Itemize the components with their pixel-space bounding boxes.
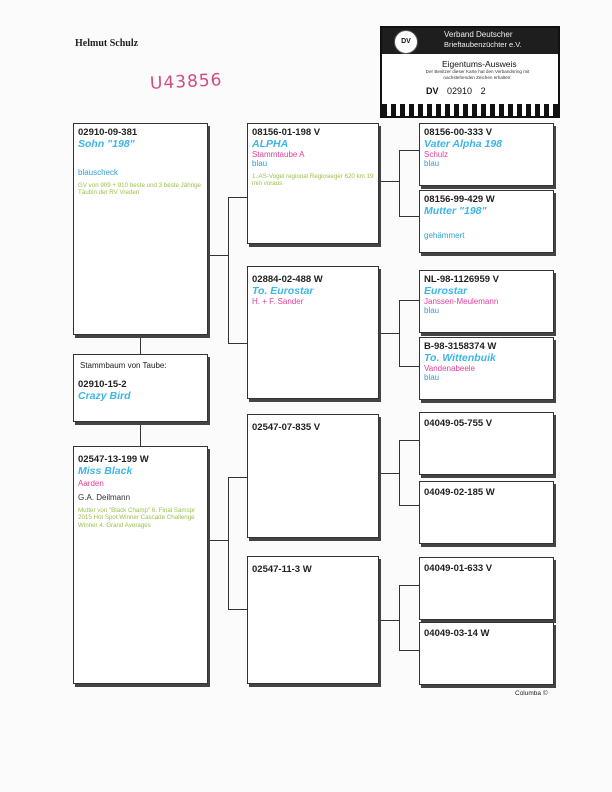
subject-color: blauscheck	[78, 168, 119, 177]
sire-dam-name: To. Eurostar	[252, 285, 314, 297]
gen3-box	[419, 622, 554, 685]
gen3-ring: 04049-02-185 W	[424, 487, 495, 498]
connector	[228, 477, 247, 478]
owner-name: Helmut Schulz	[75, 38, 139, 49]
connector	[208, 540, 228, 541]
gen3-name: Mutter "198"	[424, 205, 487, 217]
sire-sire-box	[247, 123, 379, 244]
ring-number: 02910	[447, 86, 473, 96]
connector	[228, 609, 247, 610]
gen3-ring: 08156-99-429 W	[424, 194, 495, 205]
gen3-ring: B-98-3158374 W	[424, 341, 497, 352]
connector	[228, 343, 247, 344]
sire-sire-notes: 1. AS-Vogel regional Regiosieger 620 km 19 min voraus	[252, 173, 374, 188]
connector	[228, 197, 229, 343]
gen3-box	[419, 412, 554, 475]
gen3-ring: 04049-03-14 W	[424, 628, 490, 639]
card-ornament-strip	[382, 104, 558, 116]
sire-sire-color: blau	[252, 159, 268, 168]
gen3-box	[419, 123, 554, 186]
connector	[399, 150, 400, 216]
dam-origin: Aarden	[78, 479, 104, 488]
connector	[399, 585, 400, 650]
connector	[379, 333, 399, 334]
subject-pigeon-box	[73, 123, 208, 335]
connector	[399, 440, 419, 441]
gen3-ring: 04049-01-633 V	[424, 563, 493, 574]
dam-notes: Mutter von "Black Champ" 6. Final Samspr 2015 Hot Spot Winner Cascade Challenge Winner 4. Grand Averages	[78, 507, 196, 529]
gen3-name: To. Wittenbuik	[424, 352, 496, 364]
federation-logo	[394, 30, 418, 54]
connector	[399, 366, 419, 367]
connector	[379, 620, 399, 621]
gen3-color: blau	[424, 159, 440, 168]
dam-sire-ring: 02547-07-835 V	[252, 422, 321, 433]
stammbaum-label: Stammbaum von Taube:	[80, 361, 167, 370]
gen3-color: gehämmert	[424, 231, 465, 240]
connector	[399, 650, 419, 651]
sire-dam-ring: 02884-02-488 W	[252, 274, 323, 285]
gen3-ring: 04049-05-755 V	[424, 418, 493, 429]
software-credit: Columba ©	[515, 690, 548, 697]
gen3-box	[419, 337, 554, 400]
sire-dam-breeder: H. + F. Sander	[252, 297, 304, 306]
gen3-color: blau	[424, 306, 440, 315]
gen3-breeder: Schulz	[424, 150, 449, 159]
connector	[399, 150, 419, 151]
ownership-card	[380, 26, 560, 118]
gen3-name: Vater Alpha 198	[424, 138, 503, 150]
gen3-box	[419, 270, 554, 333]
connector	[399, 300, 419, 301]
dam-name: Miss Black	[78, 465, 133, 477]
handwritten-number: U43856	[149, 70, 224, 94]
card-title: Eigentums-Ausweis	[442, 59, 517, 69]
dam-dam-ring: 02547-11-3 W	[252, 564, 312, 575]
connector	[140, 335, 141, 354]
connector	[399, 216, 419, 217]
dam-breeder: G.A. Deilmann	[78, 493, 131, 502]
connector	[208, 255, 228, 256]
ring-prefix: DV	[426, 86, 439, 96]
org-line-1: Verband Deutscher	[444, 30, 513, 39]
subject-ring: 02910-09-381	[78, 127, 138, 138]
card-subtitle: Der Besitzer dieser Karte hat den Verbandsring mit nachstehenden Zeichen erhalten:	[425, 69, 530, 80]
ring-year: 2	[480, 86, 486, 96]
dam-pigeon-box	[73, 446, 208, 684]
connector	[399, 440, 400, 505]
subject-notes: GV von 909 + 910 beste und 3 beste Jährige Täubin der RV Vreden	[78, 182, 201, 197]
connector	[399, 585, 419, 586]
gen3-box	[419, 481, 554, 544]
ring-stamp	[426, 86, 486, 96]
gen3-breeder: Vandenabeele	[424, 364, 476, 373]
connector	[140, 422, 141, 446]
sire-sire-line: Stammtaube A	[252, 150, 305, 159]
stammbaum-ring: 02910-15-2	[78, 379, 127, 390]
sire-dam-box	[247, 266, 379, 399]
sire-sire-name: ALPHA	[252, 138, 289, 150]
connector	[228, 477, 229, 609]
gen3-ring: 08156-00-333 V	[424, 127, 493, 138]
stammbaum-name: Crazy Bird	[78, 390, 131, 402]
org-line-2: Brieftaubenzüchter e.V.	[444, 40, 522, 49]
connector	[399, 300, 400, 366]
dam-dam-box	[247, 556, 379, 684]
sire-sire-ring: 08156-01-198 V	[252, 127, 321, 138]
connector	[379, 181, 399, 182]
connector	[379, 473, 399, 474]
dam-ring: 02547-13-199 W	[78, 454, 149, 465]
connector	[399, 505, 419, 506]
gen3-ring: NL-98-1126959 V	[424, 274, 499, 285]
gen3-breeder: Janssen-Meulemann	[424, 297, 499, 306]
dam-sire-box	[247, 414, 379, 538]
subject-name: Sohn "198"	[78, 138, 135, 150]
federation-logo-letters: DV	[401, 38, 411, 45]
stammbaum-box	[73, 354, 208, 422]
connector	[228, 197, 247, 198]
gen3-name: Eurostar	[424, 285, 468, 297]
gen3-color: blau	[424, 373, 440, 382]
gen3-box	[419, 557, 554, 620]
gen3-box	[419, 190, 554, 253]
